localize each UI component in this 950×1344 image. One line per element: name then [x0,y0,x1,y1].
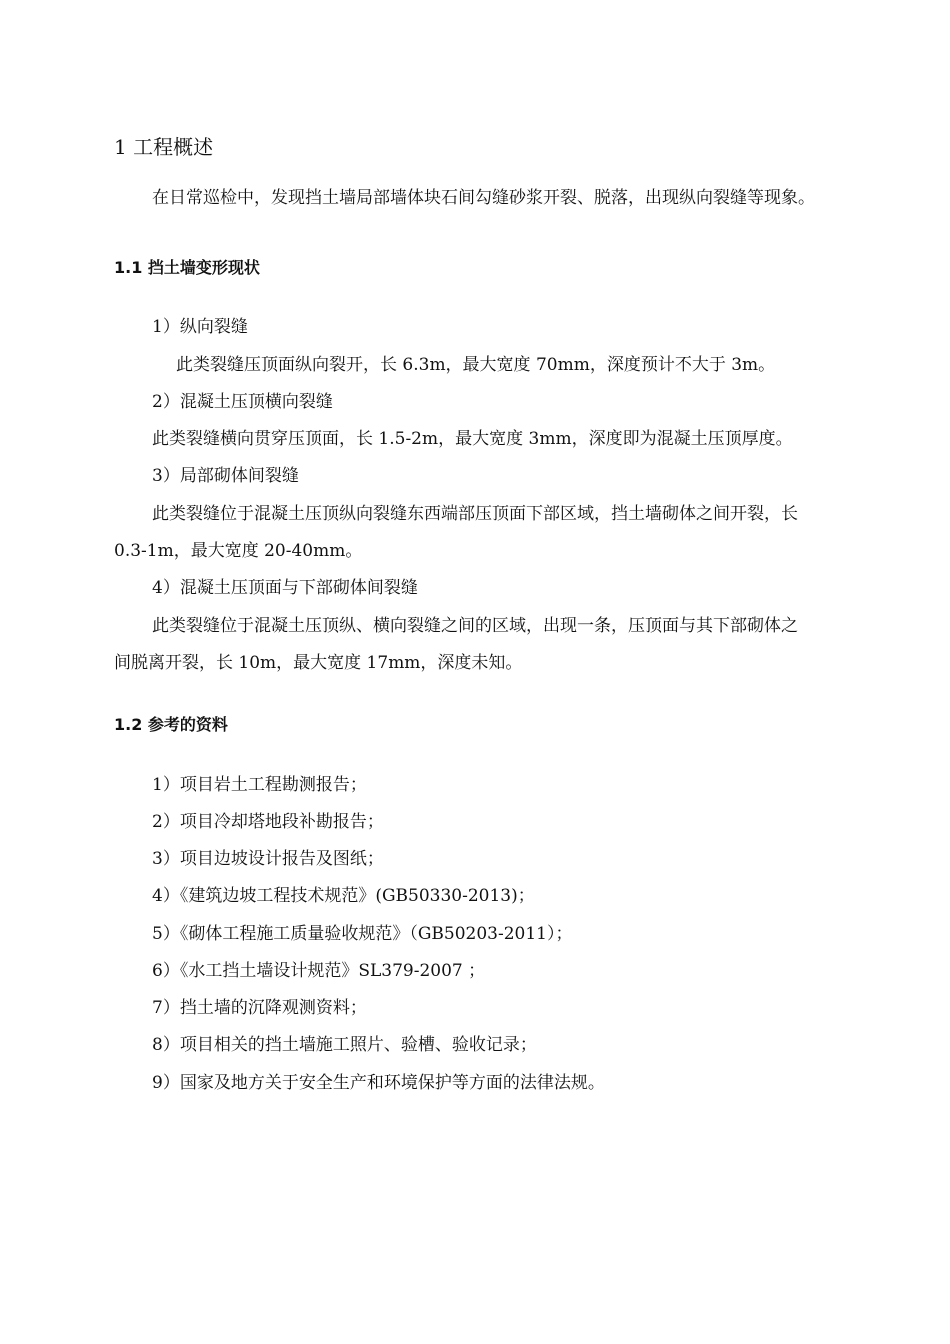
reference-item: 1）项目岩土工程勘测报告； [152,775,367,795]
reference-item: 2）项目冷却塔地段补勘报告； [152,812,384,832]
crack-item-4-text-line2: 间脱离开裂，长 10m，最大宽度 17mm，深度未知。 [114,653,523,673]
reference-item: 7）挡土墙的沉降观测资料； [152,998,367,1018]
crack-item-2-text: 此类裂缝横向贯穿压顶面，长 1.5-2m，最大宽度 3mm，深度即为混凝土压顶厚度。 [152,429,793,449]
section-1-2-heading: 1.2 参考的资料 [114,715,228,734]
reference-item: 3）项目边坡设计报告及图纸； [152,849,384,869]
reference-item: 8）项目相关的挡土墙施工照片、验槽、验收记录； [152,1035,537,1055]
crack-item-1-title: 1）纵向裂缝 [152,317,248,337]
section-1-heading: 1 工程概述 [114,135,214,159]
reference-item: 9）国家及地方关于安全生产和环境保护等方面的法律法规。 [152,1073,605,1093]
reference-item: 6）《水工挡土墙设计规范》SL379-2007 ； [152,961,486,981]
section-1-1-heading: 1.1 挡土墙变形现状 [114,258,260,277]
reference-item: 4）《建筑边坡工程技术规范》(GB50330-2013)； [152,886,535,906]
crack-item-3-text-line2: 0.3-1m，最大宽度 20-40mm。 [114,541,363,561]
crack-item-2-title: 2）混凝土压顶横向裂缝 [152,392,333,412]
crack-item-4-text-line1: 此类裂缝位于混凝土压顶纵、横向裂缝之间的区域，出现一条，压顶面与其下部砌体之 [152,616,798,636]
section-1-intro: 在日常巡检中，发现挡土墙局部墙体块石间勾缝砂浆开裂、脱落，出现纵向裂缝等现象。 [152,188,815,208]
reference-item: 5）《砌体工程施工质量验收规范》（GB50203-2011）； [152,924,573,944]
crack-item-4-title: 4）混凝土压顶面与下部砌体间裂缝 [152,578,418,598]
crack-item-3-text-line1: 此类裂缝位于混凝土压顶纵向裂缝东西端部压顶面下部区域，挡土墙砌体之间开裂，长 [152,504,798,524]
crack-item-3-title: 3）局部砌体间裂缝 [152,466,299,486]
crack-item-1-text: 此类裂缝压顶面纵向裂开，长 6.3m，最大宽度 70mm，深度预计不大于 3m。 [176,355,776,375]
